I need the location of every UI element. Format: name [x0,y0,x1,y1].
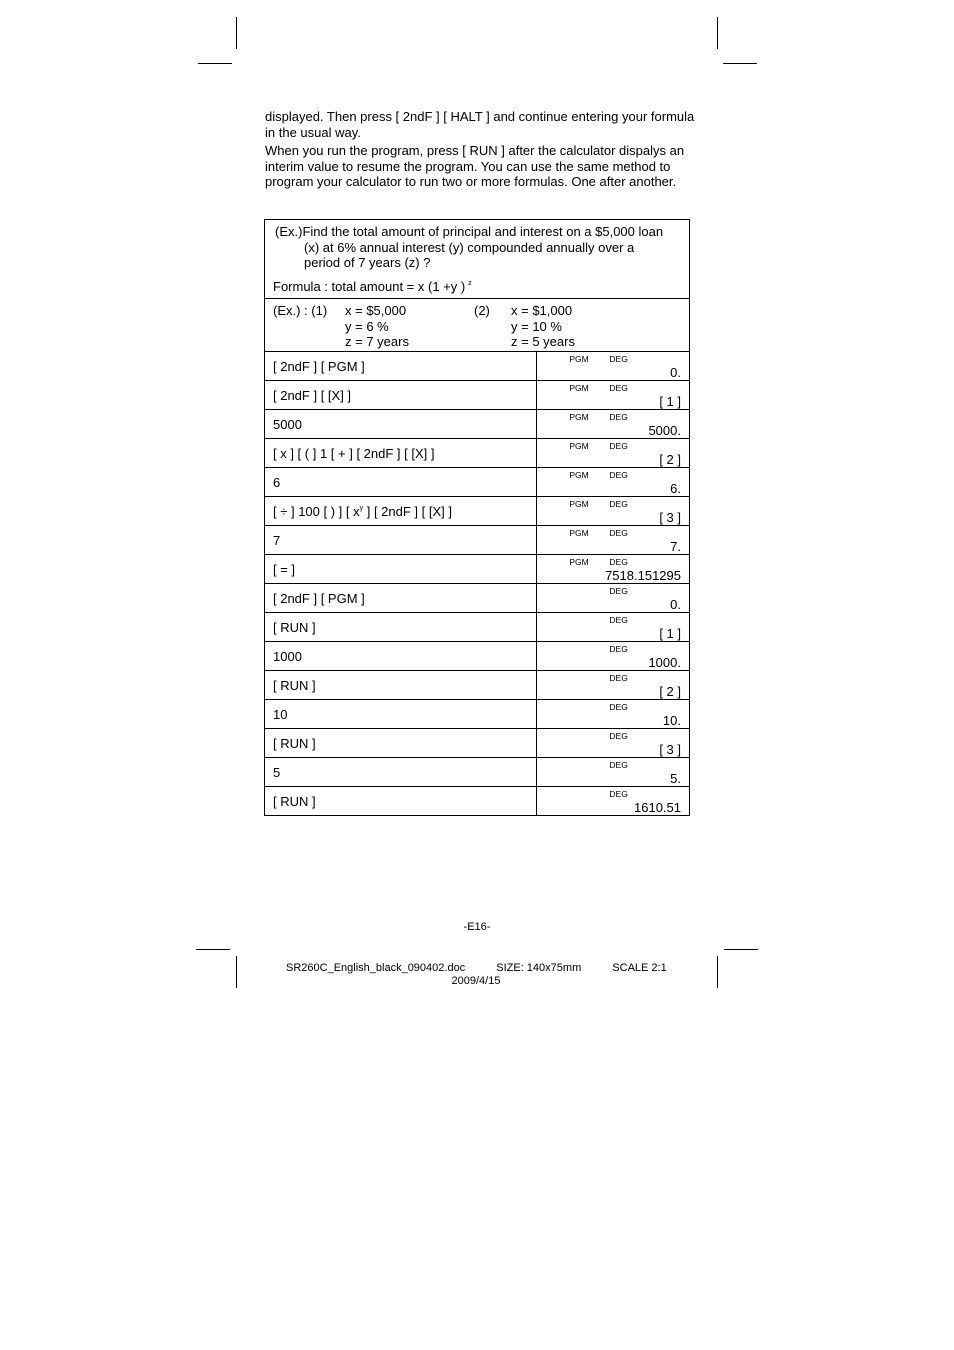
crop-mark [198,63,232,64]
step-row [265,758,690,787]
calculator-display [537,439,690,468]
example-question [265,220,690,299]
pgm-indicator: PGM [569,499,589,509]
steps-list [265,352,690,816]
crop-mark [724,949,758,950]
pgm-indicator: PGM [569,383,589,393]
example-line-1: Find the total amount of principal and interest on a $5,000 loan [302,224,664,239]
values-label-2: (2) [474,303,490,318]
example-line-3: period of 7 years (z) ? [304,255,431,270]
value-z2: z = 5 years [511,334,575,349]
footer [286,962,676,988]
pgm-indicator: PGM [569,557,589,567]
step-keys: [ RUN ] [265,729,537,758]
example-line-2: (x) at 6% annual interest (y) compounded annually over a [304,239,635,255]
step-keys-text: ] [ 2ndF ] [ [X] ] [363,503,452,519]
deg-indicator: DEG [609,731,628,741]
step-row [265,729,690,758]
display-value: 7. [670,539,681,554]
display-value: [ 2 ] [659,684,681,699]
step-keys: [ 2ndF ] [ PGM ] [265,584,537,613]
calculator-display [537,497,690,526]
example-values [265,299,690,352]
step-keys: [ RUN ] [265,613,537,642]
step-keys: [ RUN ] [265,787,537,816]
deg-indicator: DEG [609,557,628,567]
deg-indicator: DEG [609,615,628,625]
deg-indicator: DEG [609,644,628,654]
pgm-indicator: PGM [569,528,589,538]
pgm-indicator: PGM [569,354,589,364]
pgm-indicator: PGM [569,441,589,451]
footer-scale: SCALE 2:1 [612,962,667,974]
step-row [265,700,690,729]
step-keys [265,497,537,526]
display-value: [ 2 ] [659,452,681,467]
value-z1: z = 7 years [345,334,409,349]
step-keys: [ RUN ] [265,671,537,700]
formula [273,276,681,295]
calculator-display [537,787,690,816]
intro-text [265,109,695,193]
values-label-1: (Ex.) : (1) [273,303,328,318]
deg-indicator: DEG [609,441,628,451]
step-keys: 7 [265,526,537,555]
display-value: 6. [670,481,681,496]
step-keys-superscript: y [359,504,364,512]
deg-indicator: DEG [609,673,628,683]
display-value: 10. [662,713,681,728]
display-value: [ 1 ] [659,626,681,641]
deg-indicator: DEG [609,412,628,422]
calculator-display [537,526,690,555]
step-keys: 6 [265,468,537,497]
formula-exponent: z [468,279,472,287]
step-keys: 10 [265,700,537,729]
calculator-display [537,352,690,381]
calculator-display [537,700,690,729]
step-keys-text: [ ÷ ] 100 [ ) ] [ x [273,503,360,519]
calculator-display [537,468,690,497]
value-x2: x = $1,000 [511,303,573,318]
value-y1: y = 6 % [345,318,389,334]
crop-mark [717,17,718,49]
calculator-display [537,642,690,671]
calculator-display [537,758,690,787]
crop-mark [723,63,757,64]
deg-indicator: DEG [609,760,628,770]
deg-indicator: DEG [609,789,628,799]
calculator-display [537,613,690,642]
step-row [265,642,690,671]
calculator-display [537,729,690,758]
footer-filename: SR260C_English_black_090402.doc [286,962,466,974]
deg-indicator: DEG [609,470,628,480]
pgm-indicator: PGM [569,470,589,480]
step-keys: [ x ] [ ( ] 1 [ + ] [ 2ndF ] [ [X] ] [265,439,537,468]
step-row [265,555,690,584]
footer-size: SIZE: 140x75mm [496,962,582,974]
formula-text: Formula : total amount = x (1 +y ) [273,278,466,294]
display-value: 5. [670,771,681,786]
pgm-indicator: PGM [569,412,589,422]
step-row [265,526,690,555]
step-keys: 1000 [265,642,537,671]
calculator-display [537,555,690,584]
step-row [265,497,690,526]
calculator-display [537,410,690,439]
display-value: [ 3 ] [659,742,681,757]
calculator-display [537,584,690,613]
crop-mark [236,17,237,49]
step-keys: [ 2ndF ] [ [X] ] [265,381,537,410]
example-label: (Ex.) [275,224,303,239]
step-row [265,671,690,700]
step-row [265,439,690,468]
step-keys: [ 2ndF ] [ PGM ] [265,352,537,381]
deg-indicator: DEG [609,499,628,509]
deg-indicator: DEG [609,354,628,364]
display-value: [ 3 ] [659,510,681,525]
step-row [265,613,690,642]
step-row [265,352,690,381]
crop-mark [196,949,230,950]
display-value: 0. [670,597,681,612]
example-table [264,219,690,816]
step-keys: 5 [265,758,537,787]
crop-mark [717,956,718,988]
step-row [265,584,690,613]
calculator-display [537,381,690,410]
intro-paragraph-2: When you run the program, press [ RUN ] after the calculator dispalys an interim value to resume the program. You can use the same method to program your calculator to run two or more formulas. One after another. [265,143,685,189]
value-x1: x = $5,000 [345,303,407,318]
deg-indicator: DEG [609,383,628,393]
display-value: [ 1 ] [659,394,681,409]
step-row [265,410,690,439]
deg-indicator: DEG [609,702,628,712]
display-value: 7518.151295 [605,568,681,583]
display-value: 1000. [648,655,681,670]
step-keys: [ = ] [265,555,537,584]
footer-date: 2009/4/15 [451,975,501,987]
display-value: 1610.51 [634,800,681,815]
deg-indicator: DEG [609,528,628,538]
page-number: -E16- [463,921,491,933]
calculator-display [537,671,690,700]
step-row [265,468,690,497]
step-row [265,381,690,410]
deg-indicator: DEG [609,586,628,596]
step-keys: 5000 [265,410,537,439]
crop-mark [236,956,237,988]
display-value: 5000. [648,423,681,438]
value-y2: y = 10 % [511,318,562,334]
step-row [265,787,690,816]
intro-paragraph-1: displayed. Then press [ 2ndF ] [ HALT ] and continue entering your formula in the usual way. [265,109,695,140]
display-value: 0. [670,365,681,380]
